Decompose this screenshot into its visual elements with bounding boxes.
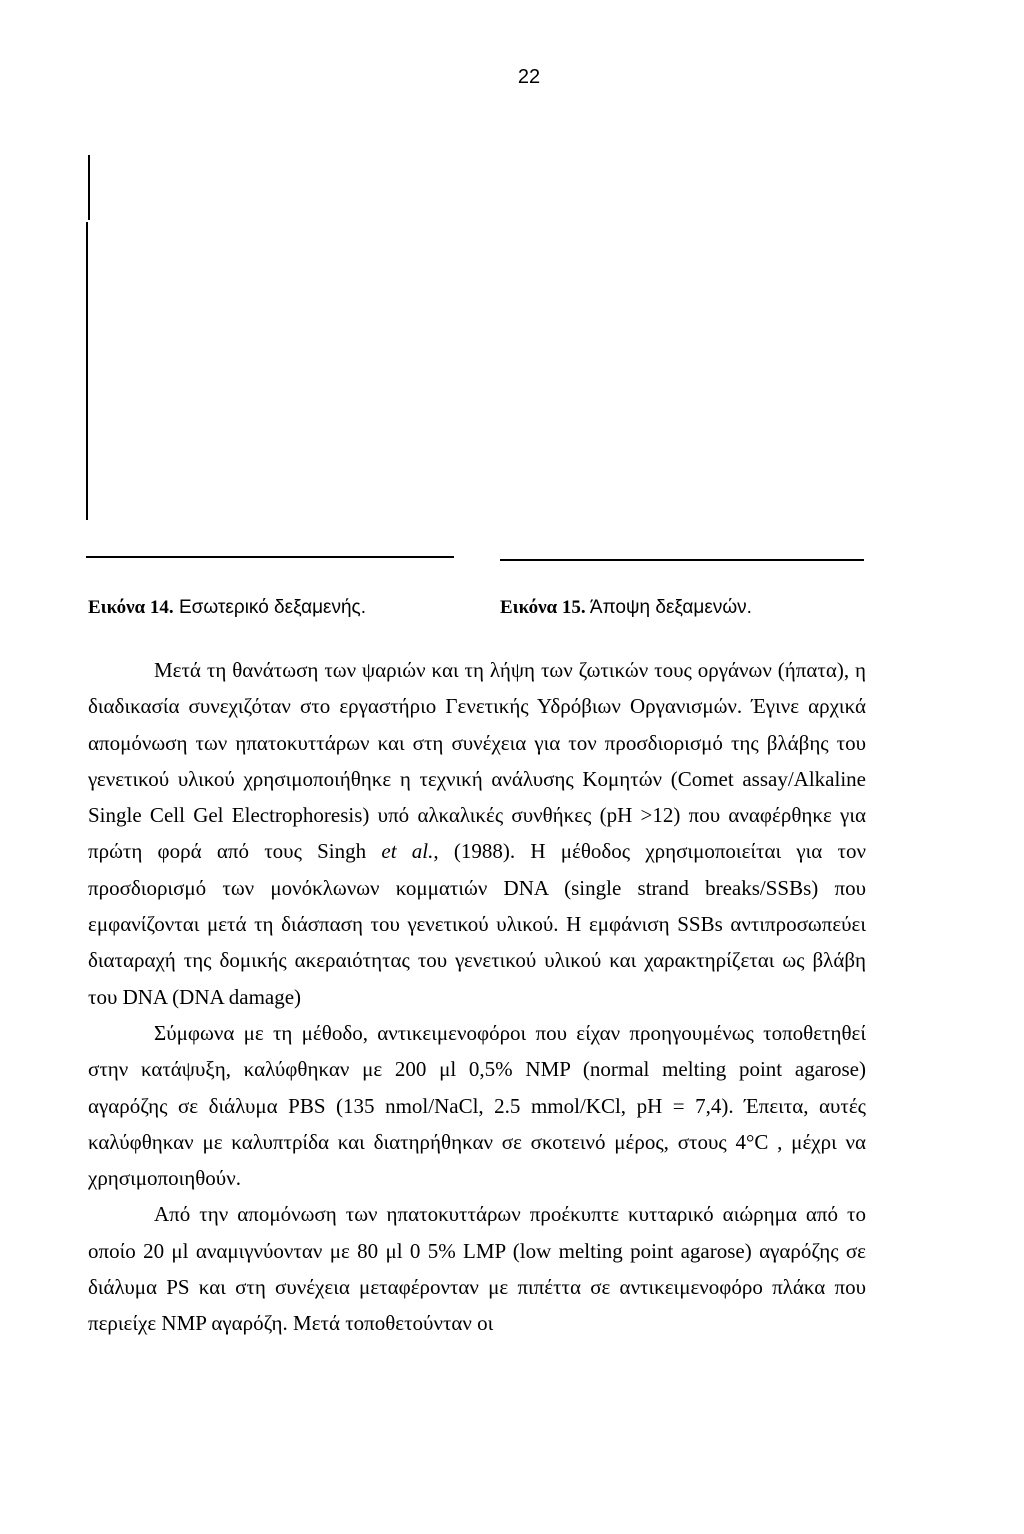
body-text <box>88 652 866 1342</box>
paragraph-1-part-b: , (1988). Η μέθοδος χρησιμοποιείται για τον προσδιορισμό των μονόκλωνων κομματιών DNA (single strand breaks/SSBs) που εμφανίζονται μετά τη διάσπαση του γενετικού υλικού. Η εμφάνιση SSBs αντιπροσωπεύει διαταραχή της δομικής ακεραιότητας του γενετικού υλικού και χαρακτηρίζεται ως βλάβη του DNA (DNA damage) <box>88 839 866 1009</box>
figure-15-caption <box>500 597 752 619</box>
page-number: 22 <box>517 66 541 88</box>
paragraph-1-part-a: Μετά τη θανάτωση των ψαριών και τη λήψη των ζωτικών τους οργάνων (ήπατα), η διαδικασία συνεχιζόταν στο εργαστήριο Γενετικής Υδρόβιων Οργανισμών. Έγινε αρχικά απομόνωση των ηπατοκυττάρων και στη συνέχεια για τον προσδιορισμό της βλάβης του γενετικού υλικού χρησιμοποιήθηκε η τεχνική ανάλυσης Κομητών (Comet assay/Alkaline Single Cell Gel Electrophoresis) υπό αλκαλικές συνθήκες (pH >12) που αναφέρθηκε για πρώτη φορά από τους Singh <box>88 658 866 864</box>
figure-14-label: Εικόνα 14. <box>88 597 174 618</box>
figure-14-left-border-lower <box>86 222 88 520</box>
paragraph-1 <box>88 652 866 1015</box>
paragraph-3: Από την απομόνωση των ηπατοκυττάρων προέκυπτε κυτταρικό αιώρημα από το οποίο 20 μl αναμιγνύονταν με 80 μl 0 5% LMP (low melting point agarose) αγαρόζης σε διάλυμα PS και στη συνέχεια μεταφέρονταν με πιπέττα σε αντικειμενοφόρο πλάκα που περιείχε NMP αγαρόζη. Μετά τοποθετούνταν οι <box>88 1202 866 1336</box>
figure-14-text: Εσωτερικό δεξαμενής. <box>178 597 366 618</box>
paragraph-2: Σύμφωνα με τη μέθοδο, αντικειμενοφόροι που είχαν προηγουμένως τοποθετηθεί στην κατάψυξη, καλύφθηκαν με 200 μl 0,5% NMP (normal melting point agarose) αγαρόζης σε διάλυμα PBS (135 nmol/NaCl, 2.5 mmol/KCl, pH = 7,4). Έπειτα, αυτές καλύφθηκαν με καλυπτρίδα και διατηρήθηκαν σε σκοτεινό μέρος, στους 4°C , μέχρι να χρησιμοποιηθούν. <box>88 1020 866 1191</box>
figure-14-bottom-border <box>86 556 454 558</box>
figure-15-bottom-border <box>500 559 864 561</box>
citation-et-al: et al. <box>381 839 434 864</box>
figure-14-left-border <box>88 155 90 220</box>
figure-15-text: Άποψη δεξαμενών. <box>589 597 752 618</box>
figure-15-label: Εικόνα 15. <box>500 597 586 618</box>
figure-14-caption <box>88 597 366 619</box>
